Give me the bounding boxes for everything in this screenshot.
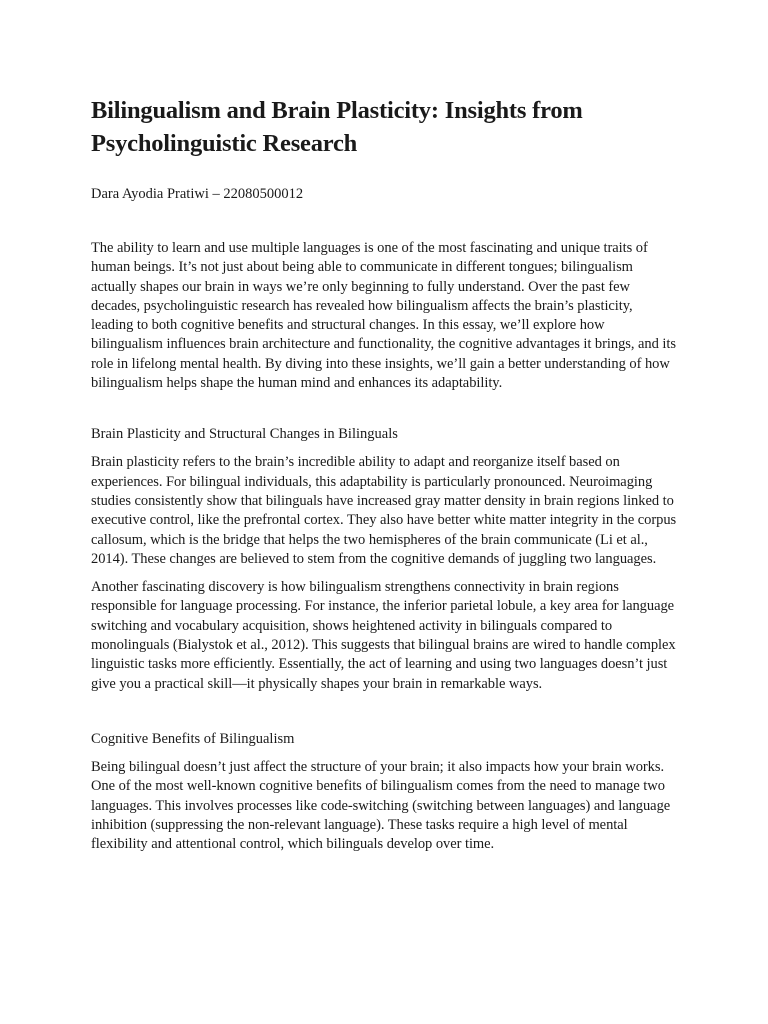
document-page <box>91 94 678 854</box>
body-paragraph: Another fascinating discovery is how bilingualism strengthens connectivity in brain regions responsible for language processing. For instance, the inferior parietal lobule, a key area for language switching and vocabulary acquisition, shows heightened activity in bilinguals compared to monolinguals (Bialystok et al., 2012). This suggests that bilingual brains are wired to handle complex linguistic tasks more efficiently. Essentially, the act of learning and using two languages doesn’t just give you a practical skill—it physically shapes your brain in remarkable ways. <box>91 579 676 692</box>
author-line: Dara Ayodia Pratiwi – 22080500012 <box>91 186 304 202</box>
intro-paragraph: The ability to learn and use multiple languages is one of the most fascinating and unique traits of human beings. It’s not just about being able to communicate in different tongues; bilingualism actually shapes our brain in ways we’re only beginning to fully understand. Over the past few decades, psycholinguistic research has revealed how bilingualism affects the brain’s plasticity, leading to both cognitive benefits and structural changes. In this essay, we’ll explore how bilingualism influences brain architecture and functionality, the cognitive advantages it brings, and its role in lifelong mental health. By diving into these insights, we’ll gain a better understanding of how bilingualism helps shape the human mind and enhances its adaptability. <box>91 240 676 392</box>
body-paragraph: Being bilingual doesn’t just affect the structure of your brain; it also impacts how your brain works. One of the most well-known cognitive benefits of bilingualism comes from the need to manage two languages. This involves processes like code-switching (switching between languages) and language inhibition (suppressing the non-relevant language). These tasks require a high level of mental flexibility and attentional control, which bilinguals develop over time. <box>91 758 671 853</box>
document-title: Bilingualism and Brain Plasticity: Insights from Psycholinguistic Research <box>91 97 583 157</box>
section-heading-cognitive-benefits: Cognitive Benefits of Bilingualism <box>91 730 295 747</box>
body-paragraph: Brain plasticity refers to the brain’s incredible ability to adapt and reorganize itself based on experiences. For bilingual individuals, this adaptability is particularly pronounced. Neuroimaging studies consistently show that bilinguals have increased gray matter density in brain regions linked to executive control, like the prefrontal cortex. They also have better white matter integrity in the corpus callosum, which is the bridge that helps the two hemispheres of the brain communicate (Li et al., 2014). These changes are believed to stem from the cognitive demands of juggling two languages. <box>91 454 677 567</box>
section-heading-brain-plasticity: Brain Plasticity and Structural Changes in Bilinguals <box>91 426 398 443</box>
